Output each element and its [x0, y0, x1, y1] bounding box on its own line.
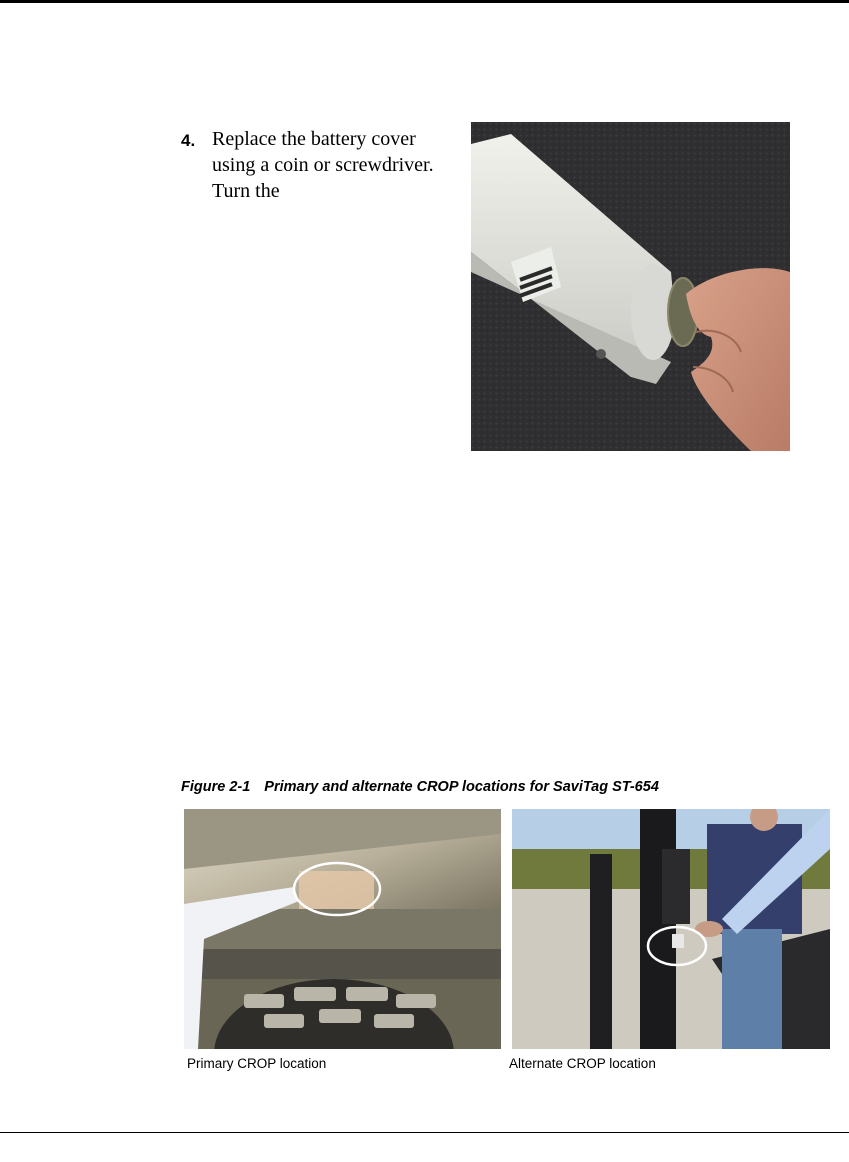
battery-cover-photo: [471, 122, 790, 451]
primary-crop-photo: [184, 809, 501, 1049]
figure-title: Primary and alternate CROP locations for SaviTag ST-654: [264, 779, 659, 795]
primary-crop-caption: Primary CROP location: [187, 1056, 327, 1071]
step-number: 4.: [181, 131, 196, 150]
alternate-crop-caption: Alternate CROP location: [509, 1056, 656, 1071]
figure-number: Figure 2-1: [181, 779, 251, 795]
alternate-crop-photo: [512, 809, 830, 1049]
step-text: Replace the battery cover using a coin or screwdriver. Turn the: [212, 128, 434, 202]
figure-caption: [181, 779, 659, 795]
footer-rule: [0, 1132, 849, 1133]
header-rule: [0, 0, 849, 3]
